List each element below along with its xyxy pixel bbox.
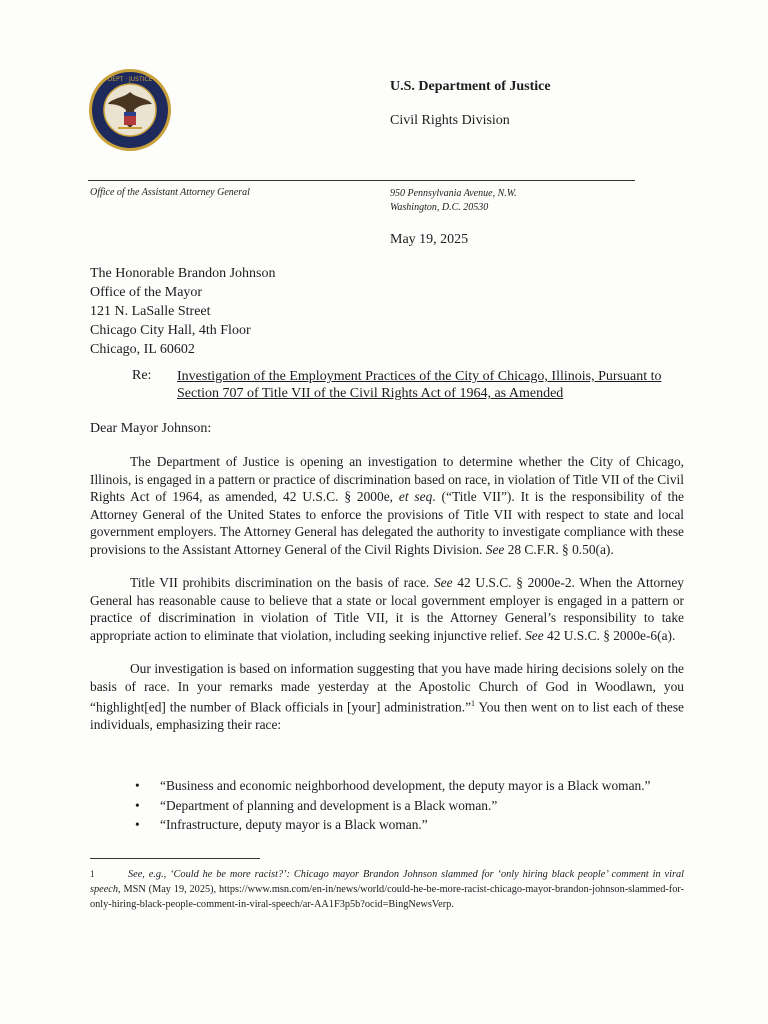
list-item-text: “Business and economic neighborhood development, the deputy mayor is a Black woman.”: [160, 778, 651, 793]
text-span: . (“Title VII”). It is the responsibility of the Attorney General of the United States to enforce the provisions of Title VII with respect to state and local government employers. The Attorney General has delegated the authority to investigate compliance with these provisions to the Assistant Attorney General of the Civil Rights Division.: [90, 489, 684, 557]
text-span: 28 C.F.R. § 0.50(a).: [504, 541, 614, 557]
header-divider: [88, 180, 635, 181]
text-span: 42 U.S.C. § 2000e-2. When the Attorney General has reasonable cause to believe that a state or local government employer is engaged in a pattern or practice of discrimination in violation of Title VII, it is the Attorney General’s responsibility to take appropriate action to eliminate that violation, including seeking injunctive relief.: [90, 575, 684, 643]
bullet-icon: •: [135, 797, 140, 813]
quote-list: [135, 777, 683, 836]
doj-seal-icon: [88, 68, 172, 152]
recipient-line: Office of the Mayor: [90, 285, 203, 300]
recipient-address: [90, 264, 275, 359]
recipient-line: Chicago, IL 60602: [90, 342, 195, 357]
text-span: Our investigation is based on information suggesting that you have made hiring decisions solely on the basis of race. In your remarks made yesterday at the Apostolic Church of God in Woodlawn, you “highlight[ed] the number of Black officials in [your] administration.”: [90, 661, 684, 715]
recipient-line: 121 N. LaSalle Street: [90, 304, 211, 319]
footnote-mark: 1: [90, 869, 95, 879]
office-address: [390, 187, 517, 215]
recipient-line: The Honorable Brandon Johnson: [90, 266, 276, 281]
bullet-icon: •: [135, 778, 140, 793]
subject-label: Re:: [132, 368, 152, 383]
division-name: Civil Rights Division: [390, 113, 510, 128]
text-span: See: [525, 627, 544, 643]
text-span: See: [485, 541, 505, 557]
address-line-2: Washington, D.C. 20530: [390, 202, 489, 213]
body-paragraph-3: [90, 660, 684, 733]
list-item: [135, 777, 683, 795]
footnote-source: MSN (May 19, 2025), https://www.msn.com/en-in/news/world/could-he-be-more-racist-chicago-mayor-brandon-johnson-slammed-for-only-hiring-black-people-comment-in-viral-speech/ar-AA1F3p5b?ocid=BingNewsVerp.: [90, 884, 684, 910]
text-span: 42 U.S.C. § 2000e-6(a).: [543, 627, 676, 643]
list-item-text: “Infrastructure, deputy mayor is a Black woman.”: [160, 817, 428, 832]
body-paragraph-1: [90, 453, 684, 558]
doj-seal: [88, 68, 172, 152]
footnote: [90, 867, 684, 912]
list-item-text: “Department of planning and development is a Black woman.”: [160, 797, 498, 813]
text-span: You then went on to list each of these individuals, emphasizing their race:: [90, 699, 684, 732]
footnote-citation: See, e.g., ‘Could he be more racist?’: Chicago mayor Brandon Johnson slammed for ‘only hiring black people’ comment in viral speech,: [90, 869, 684, 895]
text-span: et seq: [398, 489, 433, 504]
list-item: [135, 816, 683, 834]
subject-line: Investigation of the Employment Practices of the City of Chicago, Illinois, Pursuant to Section 707 of Title VII of the Civil Rights Act of 1964, as Amended: [177, 369, 662, 401]
letter-date: May 19, 2025: [390, 232, 469, 247]
list-item: [135, 797, 683, 815]
recipient-line: Chicago City Hall, 4th Floor: [90, 323, 251, 338]
footnote-divider: [90, 858, 260, 859]
bullet-icon: •: [135, 817, 140, 832]
text-span: The Department of Justice is opening an investigation to determine whether the City of Chicago, Illinois, is engaged in a pattern or practice of discrimination based on race, in violation of Title VII of the Civil Rights Act of 1964, as amended, 42 U.S.C. § 2000e,: [90, 454, 684, 504]
department-name: U.S. Department of Justice: [390, 79, 551, 94]
office-name: Office of the Assistant Attorney General: [90, 187, 250, 198]
salutation: Dear Mayor Johnson:: [90, 421, 212, 436]
svg-text:DEPT · JUSTICE: DEPT · JUSTICE: [107, 76, 153, 83]
footnote-reference: 1: [471, 699, 476, 708]
address-line-1: 950 Pennsylvania Avenue, N.W.: [390, 188, 517, 199]
text-span: Title VII prohibits discrimination on the basis of race.: [130, 575, 434, 590]
body-paragraph-2: [90, 574, 684, 644]
text-span: See: [433, 575, 453, 590]
